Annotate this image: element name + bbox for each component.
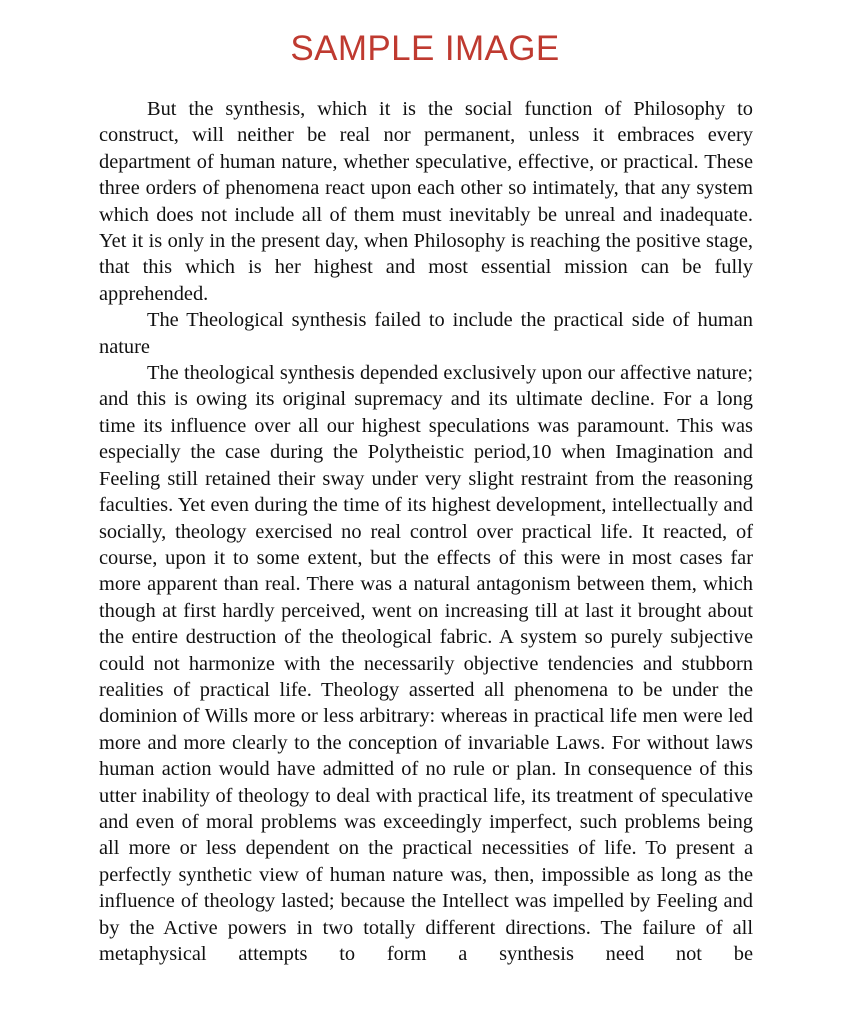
paragraph-1: But the synthesis, which it is the social function of Philosophy to construct, will neither be real nor permanent, unless it embraces every department of human nature, whether speculative, effective, or practical. These three orders of phenomena react upon each other so intimately, that any system which does not include all of them must inevitably be unreal and inadequate. Yet it is only in the present day, when Philosophy is reaching the positive stage, that this which is her highest and most essential mission can be fully apprehended. [99, 98, 753, 305]
paragraph-3: The theological synthesis depended exclusively upon our affective nature; and this is owing its original supremacy and its ultimate decline. For a long time its influence over all our highest speculations was paramount. This was especially the case during the Polytheistic period,10 when Imagination and Feeling still retained their sway under very slight restraint from the reasoning faculties. Yet even during the time of its highest development, intellectually and socially, theology exercised no real control over practical life. It reacted, of course, upon it to some extent, but the effects of this were in most cases far more apparent than real. There was a natural antagonism between them, which though at first hardly perceived, went on increasing till at last it brought about the entire destruction of the theological fabric. A system so purely subjective could not harmonize with the necessarily objective tendencies and stubborn realities of practical life. Theology asserted all phenomena to be under the dominion of Wills more or less arbitrary: whereas in practical life men were led more and more clearly to the conception of invariable Laws. For without laws human action would have admitted of no rule or plan. In consequence of this utter inability of theology to deal with practical life, its treatment of speculative and even of moral problems was exceedingly imperfect, such problems being all more or less dependent on the practical necessities of life. To present a perfectly synthetic view of human nature was, then, impossible as long as the influence of theology lasted; because the Intellect was impelled by Feeling and by the Active powers in two totally different directions. The failure of all metaphysical attempts to form a synthesis need not be [99, 362, 753, 965]
page-title: SAMPLE IMAGE [290, 29, 560, 68]
body-text-column [99, 96, 753, 994]
paragraph-2: The Theological synthesis failed to include the practical side of human nature [99, 309, 753, 358]
